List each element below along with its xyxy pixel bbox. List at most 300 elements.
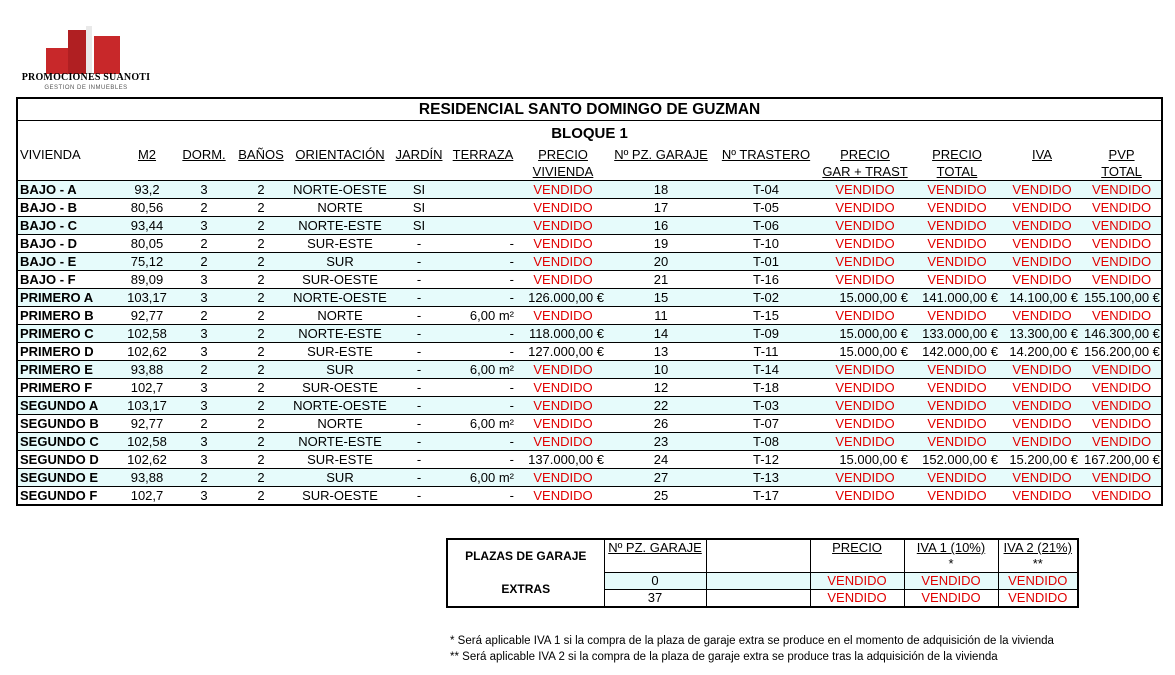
cell-orientacion: NORTE [290,307,390,325]
cell-m2: 92,77 [118,307,176,325]
cell-vivienda: BAJO - A [18,181,118,199]
cell-precio-gar: VENDIDO [818,181,912,199]
cell-precio-total: VENDIDO [912,469,1002,487]
cell-pvp: 156.200,00 € [1084,344,1160,359]
table-row [18,181,1161,199]
cell-precio-gar: VENDIDO [818,217,912,235]
cell-dorm: 3 [176,289,232,307]
cell-vivienda: SEGUNDO A [18,397,118,415]
logo-name: PROMOCIONES SUANOTI [21,72,151,83]
cell-precio-vivienda: VENDIDO [518,253,608,271]
header-m2: M2 [137,147,157,162]
cell-pvp: 155.100,00 € [1084,290,1160,305]
cell-iva: VENDIDO [1002,199,1082,217]
cell-jardin: - [390,325,448,343]
cell-terraza: - [448,433,518,451]
cell-jardin: - [390,415,448,433]
cell-terraza: 6,00 m² [448,307,518,325]
cell-terraza [448,181,518,199]
cell-m2: 92,77 [118,415,176,433]
cell-banos: 2 [232,253,290,271]
cell-precio-gar: VENDIDO [818,235,912,253]
cell-banos: 2 [232,271,290,289]
table-row [18,235,1161,253]
cell-terraza: - [448,235,518,253]
header-blank [176,163,232,181]
cell-banos: 2 [232,361,290,379]
cell-precio-total: VENDIDO [912,271,1002,289]
garage-cell-iva1: VENDIDO [904,590,998,607]
cell-orientacion: NORTE-OESTE [290,397,390,415]
header-blank [118,163,176,181]
cell-m2: 102,58 [118,433,176,451]
cell-vivienda: PRIMERO B [18,307,118,325]
cell-precio-gar: VENDIDO [818,307,912,325]
cell-garaje: 26 [608,415,714,433]
garage-header-blank [706,556,810,573]
cell-iva: VENDIDO [1002,217,1082,235]
cell-vivienda: BAJO - C [18,217,118,235]
cell-dorm: 3 [176,397,232,415]
header-terraza: TERRAZA [452,147,514,162]
cell-trastero: T-11 [714,343,818,361]
cell-vivienda: SEGUNDO E [18,469,118,487]
cell-m2: 103,17 [118,397,176,415]
garage-header-iva1: IVA 1 (10%) [904,540,998,556]
table-row [18,253,1161,271]
cell-garaje: 16 [608,217,714,235]
cell-precio-vivienda: VENDIDO [518,433,608,451]
cell-pvp: VENDIDO [1082,379,1161,397]
header-trastero: Nº TRASTERO [721,147,811,162]
cell-terraza: - [448,325,518,343]
garage-header-iva2-mark: ** [998,556,1077,573]
garage-cell-iva1: VENDIDO [904,573,998,590]
garage-label: PLAZAS DE GARAJE [448,540,604,573]
cell-pvp: 167.200,00 € [1084,452,1160,467]
cell-terraza: 6,00 m² [448,415,518,433]
table-row [18,199,1161,217]
header-garaje: Nº PZ. GARAJE [614,147,708,162]
cell-pvp: VENDIDO [1082,253,1161,271]
cell-jardin: SI [390,181,448,199]
cell-precio-total: 142.000,00 € [912,343,1002,361]
table-row [18,271,1161,289]
cell-garaje: 19 [608,235,714,253]
cell-dorm: 3 [176,181,232,199]
cell-iva: VENDIDO [1002,181,1082,199]
cell-precio-gar: 15.000,00 € [818,325,912,343]
cell-pvp: VENDIDO [1082,307,1161,325]
cell-orientacion: SUR-OESTE [290,379,390,397]
cell-iva: VENDIDO [1002,235,1082,253]
garage-cell-garaje: 37 [604,590,706,607]
table-row [18,343,1161,361]
garage-header-blank [706,540,810,556]
cell-dorm: 3 [176,325,232,343]
cell-pvp: VENDIDO [1082,469,1161,487]
cell-vivienda: BAJO - F [18,271,118,289]
cell-precio-vivienda: 118.000,00 € [518,325,608,343]
header-blank [714,163,818,181]
cell-garaje: 21 [608,271,714,289]
cell-banos: 2 [232,379,290,397]
cell-garaje: 18 [608,181,714,199]
cell-garaje: 23 [608,433,714,451]
cell-garaje: 12 [608,379,714,397]
table-row [18,469,1161,487]
cell-m2: 102,62 [118,451,176,469]
cell-m2: 89,09 [118,271,176,289]
block-title: BLOQUE 1 [551,125,628,142]
cell-trastero: T-09 [714,325,818,343]
header-dorm: DORM. [182,147,226,162]
cell-garaje: 17 [608,199,714,217]
table-row [18,325,1161,343]
cell-m2: 93,88 [118,469,176,487]
garage-header-blank [604,556,706,573]
cell-banos: 2 [232,469,290,487]
cell-m2: 75,12 [118,253,176,271]
cell-precio-vivienda: VENDIDO [518,397,608,415]
cell-trastero: T-10 [714,235,818,253]
cell-orientacion: SUR-OESTE [290,271,390,289]
header-precio-vivienda-2: VIVIENDA [532,164,594,179]
cell-terraza: - [448,271,518,289]
cell-terraza: - [448,343,518,361]
cell-precio-vivienda: VENDIDO [518,181,608,199]
cell-vivienda: PRIMERO E [18,361,118,379]
cell-trastero: T-02 [714,289,818,307]
header-pvp-1: PVP [1108,147,1135,162]
footnote-iva1: * Será aplicable IVA 1 si la compra de la plaza de garaje extra se produce en el momento de adquisición de la vivienda [450,635,1054,647]
cell-garaje: 15 [608,289,714,307]
cell-trastero: T-06 [714,217,818,235]
cell-trastero: T-15 [714,307,818,325]
cell-dorm: 2 [176,307,232,325]
cell-precio-gar: 15.000,00 € [818,289,912,307]
cell-trastero: T-12 [714,451,818,469]
cell-pvp: VENDIDO [1082,181,1161,199]
cell-vivienda: PRIMERO C [18,325,118,343]
cell-garaje: 27 [608,469,714,487]
cell-orientacion: SUR [290,469,390,487]
cell-precio-total: VENDIDO [912,397,1002,415]
garage-cell-iva2: VENDIDO [998,573,1077,590]
cell-jardin: - [390,451,448,469]
cell-trastero: T-16 [714,271,818,289]
cell-pvp: VENDIDO [1082,433,1161,451]
table-row [18,217,1161,235]
cell-banos: 2 [232,397,290,415]
cell-m2: 93,2 [118,181,176,199]
cell-terraza [448,199,518,217]
cell-jardin: - [390,289,448,307]
garage-header-iva2: IVA 2 (21%) [998,540,1077,556]
cell-garaje: 25 [608,487,714,505]
cell-iva: VENDIDO [1002,433,1082,451]
cell-vivienda: BAJO - D [18,235,118,253]
cell-precio-total: VENDIDO [912,235,1002,253]
logo-subtitle: GESTION DE INMUEBLES [44,85,128,91]
cell-m2: 80,05 [118,235,176,253]
cell-orientacion: NORTE [290,199,390,217]
table-row [18,415,1161,433]
cell-terraza: - [448,253,518,271]
cell-trastero: T-04 [714,181,818,199]
garage-cell-blank [706,573,810,590]
cell-precio-total: VENDIDO [912,217,1002,235]
table-row [18,451,1161,469]
header-precio-total-1: PRECIO [932,147,982,162]
cell-orientacion: NORTE [290,415,390,433]
cell-banos: 2 [232,199,290,217]
garage-header-iva1-mark: * [904,556,998,573]
table-row [18,361,1161,379]
cell-precio-vivienda: VENDIDO [518,217,608,235]
cell-m2: 80,56 [118,199,176,217]
cell-jardin: - [390,361,448,379]
cell-m2: 102,62 [118,343,176,361]
cell-precio-total: VENDIDO [912,433,1002,451]
cell-precio-total: VENDIDO [912,361,1002,379]
cell-trastero: T-13 [714,469,818,487]
cell-dorm: 3 [176,487,232,505]
logo-building-center-light [86,26,92,74]
cell-precio-total: VENDIDO [912,307,1002,325]
cell-precio-total: VENDIDO [912,199,1002,217]
cell-jardin: - [390,469,448,487]
table-row [18,379,1161,397]
cell-jardin: SI [390,199,448,217]
cell-dorm: 2 [176,469,232,487]
cell-vivienda: SEGUNDO B [18,415,118,433]
garage-header-precio: PRECIO [810,540,904,556]
cell-dorm: 3 [176,343,232,361]
cell-precio-gar: VENDIDO [818,469,912,487]
cell-pvp: VENDIDO [1082,361,1161,379]
cell-iva: VENDIDO [1002,253,1082,271]
garage-header-blank [810,556,904,573]
garage-header-garaje: Nº PZ. GARAJE [608,540,702,555]
cell-jardin: - [390,487,448,505]
cell-terraza: - [448,397,518,415]
cell-m2: 102,7 [118,379,176,397]
cell-vivienda: BAJO - B [18,199,118,217]
garage-cell-blank [706,590,810,607]
cell-orientacion: NORTE-ESTE [290,325,390,343]
cell-dorm: 3 [176,271,232,289]
garage-cell-precio: VENDIDO [810,573,904,590]
cell-orientacion: SUR-ESTE [290,343,390,361]
cell-precio-vivienda: VENDIDO [518,361,608,379]
cell-dorm: 2 [176,253,232,271]
cell-trastero: T-14 [714,361,818,379]
cell-precio-gar: VENDIDO [818,433,912,451]
logo-building-center [68,30,86,74]
garage-extras-grid [448,540,1077,606]
cell-precio-gar: VENDIDO [818,379,912,397]
cell-precio-gar: VENDIDO [818,487,912,505]
cell-jardin: - [390,397,448,415]
cell-dorm: 3 [176,217,232,235]
footnote-iva2: ** Será aplicable IVA 2 si la compra de la plaza de garaje extra se produce tras la adquisición de la vivienda [450,651,998,663]
header-precio-gar-1: PRECIO [840,147,890,162]
cell-dorm: 3 [176,433,232,451]
cell-vivienda: PRIMERO F [18,379,118,397]
cell-precio-vivienda: VENDIDO [518,379,608,397]
cell-precio-vivienda: VENDIDO [518,487,608,505]
cell-pvp: VENDIDO [1082,271,1161,289]
cell-precio-gar: 15.000,00 € [818,343,912,361]
pricing-table-grid [18,99,1161,504]
cell-precio-total: VENDIDO [912,181,1002,199]
cell-vivienda: SEGUNDO C [18,433,118,451]
cell-precio-total: VENDIDO [912,379,1002,397]
cell-pvp: VENDIDO [1082,199,1161,217]
cell-pvp: 146.300,00 € [1084,326,1160,341]
cell-pvp: VENDIDO [1082,487,1161,505]
cell-dorm: 3 [176,451,232,469]
cell-orientacion: SUR-ESTE [290,451,390,469]
cell-garaje: 13 [608,343,714,361]
cell-vivienda: SEGUNDO D [18,451,118,469]
cell-m2: 102,58 [118,325,176,343]
cell-vivienda: SEGUNDO F [18,487,118,505]
garage-extras-label: EXTRAS [448,573,604,607]
header-jardin: JARDÍN [395,147,443,162]
header-blank [18,163,118,181]
cell-orientacion: SUR-ESTE [290,235,390,253]
header-iva: IVA [1032,147,1052,162]
cell-precio-total: 141.000,00 € [912,289,1002,307]
header-blank [390,163,448,181]
cell-jardin: - [390,343,448,361]
cell-garaje: 20 [608,253,714,271]
table-row [18,289,1161,307]
cell-precio-gar: VENDIDO [818,271,912,289]
cell-dorm: 2 [176,199,232,217]
cell-precio-gar: 15.000,00 € [818,451,912,469]
cell-orientacion: NORTE-ESTE [290,433,390,451]
cell-orientacion: SUR-OESTE [290,487,390,505]
header-precio-vivienda-1: PRECIO [538,147,588,162]
cell-orientacion: NORTE-OESTE [290,289,390,307]
cell-precio-vivienda: VENDIDO [518,271,608,289]
garage-row [448,573,1077,590]
cell-terraza: - [448,451,518,469]
cell-iva: VENDIDO [1002,469,1082,487]
cell-precio-gar: VENDIDO [818,415,912,433]
cell-trastero: T-17 [714,487,818,505]
cell-garaje: 10 [608,361,714,379]
table-row [18,397,1161,415]
cell-jardin: - [390,253,448,271]
cell-vivienda: PRIMERO A [18,289,118,307]
cell-iva: VENDIDO [1002,379,1082,397]
header-orientacion: ORIENTACIÓN [295,147,385,162]
logo-building-left [46,48,68,74]
cell-precio-vivienda: 126.000,00 € [518,289,608,307]
cell-dorm: 2 [176,415,232,433]
cell-dorm: 3 [176,379,232,397]
cell-precio-total: VENDIDO [912,415,1002,433]
cell-banos: 2 [232,433,290,451]
cell-precio-gar: VENDIDO [818,361,912,379]
cell-jardin: - [390,235,448,253]
cell-trastero: T-07 [714,415,818,433]
cell-precio-vivienda: VENDIDO [518,307,608,325]
garage-cell-precio: VENDIDO [810,590,904,607]
cell-iva: VENDIDO [1002,271,1082,289]
pricing-table [16,97,1163,506]
cell-banos: 2 [232,217,290,235]
cell-precio-total: 133.000,00 € [912,325,1002,343]
cell-jardin: - [390,271,448,289]
cell-terraza: - [448,379,518,397]
cell-terraza: 6,00 m² [448,469,518,487]
header-pvp-2: TOTAL [1101,164,1142,179]
cell-precio-vivienda: VENDIDO [518,469,608,487]
cell-precio-gar: VENDIDO [818,199,912,217]
company-logo [16,12,156,94]
cell-garaje: 24 [608,451,714,469]
cell-iva: VENDIDO [1002,487,1082,505]
cell-terraza: 6,00 m² [448,361,518,379]
table-title: RESIDENCIAL SANTO DOMINGO DE GUZMAN [18,99,1161,121]
cell-trastero: T-03 [714,397,818,415]
cell-jardin: - [390,379,448,397]
cell-garaje: 11 [608,307,714,325]
cell-iva: 13.300,00 € [1002,325,1082,343]
cell-pvp: VENDIDO [1082,217,1161,235]
cell-banos: 2 [232,181,290,199]
cell-iva: 14.100,00 € [1002,289,1082,307]
cell-precio-vivienda: VENDIDO [518,415,608,433]
header-vivienda: VIVIENDA [20,147,81,162]
cell-iva: VENDIDO [1002,361,1082,379]
cell-iva: VENDIDO [1002,415,1082,433]
cell-precio-vivienda: VENDIDO [518,235,608,253]
cell-pvp: VENDIDO [1082,235,1161,253]
header-banos: BAÑOS [238,147,284,162]
cell-banos: 2 [232,325,290,343]
cell-dorm: 2 [176,235,232,253]
cell-dorm: 2 [176,361,232,379]
header-blank [290,163,390,181]
cell-orientacion: SUR [290,253,390,271]
cell-vivienda: PRIMERO D [18,343,118,361]
cell-precio-gar: VENDIDO [818,253,912,271]
cell-m2: 93,44 [118,217,176,235]
cell-precio-total: 152.000,00 € [912,451,1002,469]
cell-iva: VENDIDO [1002,307,1082,325]
cell-garaje: 22 [608,397,714,415]
cell-precio-total: VENDIDO [912,487,1002,505]
cell-precio-vivienda: 127.000,00 € [518,343,608,361]
cell-jardin: - [390,307,448,325]
cell-orientacion: NORTE-OESTE [290,181,390,199]
table-row [18,487,1161,505]
cell-banos: 2 [232,235,290,253]
garage-cell-garaje: 0 [604,573,706,590]
cell-vivienda: BAJO - E [18,253,118,271]
cell-banos: 2 [232,307,290,325]
cell-banos: 2 [232,289,290,307]
garage-extras-table [446,538,1079,608]
header-blank [232,163,290,181]
cell-orientacion: SUR [290,361,390,379]
